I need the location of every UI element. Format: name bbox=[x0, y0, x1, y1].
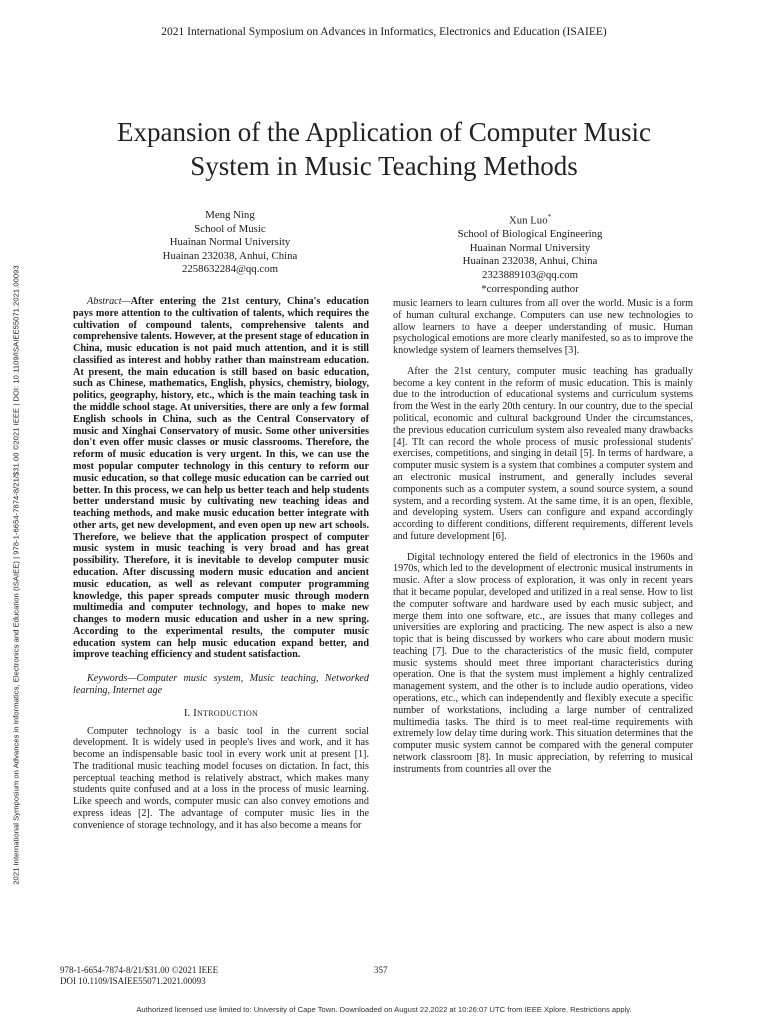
corresponding-note: *corresponding author bbox=[481, 282, 579, 295]
paper-title bbox=[60, 115, 708, 183]
keywords bbox=[73, 673, 369, 697]
continued-paragraph: music learners to learn cultures from all over the world. Music is a form of human cultural exchange. Computers can use new technologies to allow learners to have a deeper understanding of music. Human psychological emotions are more clearly manifested, so as to improve the knowledge system of learners themselves [3]. bbox=[393, 298, 693, 357]
author-address: Huainan 232038, Anhui, China bbox=[462, 255, 598, 268]
abstract bbox=[73, 296, 369, 661]
left-column bbox=[73, 296, 369, 832]
abstract-body: After entering the 21st century, China's education pays more attention to the cultivation of talents, which requires the cultivation of compound talents, comprehensive talents and comprehensive talents. However, at the present stage of education in China, music education is not paid much attention, and it is still classified as interest and hobby rather than mainstream education. At present, the main education is still based on basic education, such as Chinese, mathematics, English, physics, chemistry, biology, politics, geography, history, etc., which is the main teaching task in the middle school stage. At universities, there are only a few formal English schools in China, such as the Central Conservatory of music and Xinghai Conservatory of music. Some other universities don't even offer music classes or music classrooms. Therefore, the reform of music education is very urgent. In this, we can use the most popular computer technology in this century to reform our music education, so that college music education can be carried out better. In this process, we can help us better teach and help students better understand music by cultivating new teaching ideas and teaching methods, and make music education better integrate with other arts, get new development, and even open up new art schools. Therefore, we believe that the application prospect of computer music system in music teaching is very broad and has great possibility. Therefore, it is inevitable to develop computer music education. After discussing modern music education and ancient music education, as well as relevant computer programming knowledge, this paper spreads computer music through modern multimedia and computer technology, and hopes to make new changes to modern music education and usher in a new spring. According to the experimental results, the computer music education system can help music education expand better, and improve teaching efficiency and student satisfaction. bbox=[73, 296, 369, 661]
abstract-lead: Abstract— bbox=[87, 296, 131, 307]
section-title: Introduction bbox=[193, 706, 259, 719]
keywords-lead: Keywords— bbox=[87, 673, 137, 685]
author-univ: Huainan Normal University bbox=[469, 241, 591, 254]
authorized-use-notice: Authorized licensed use limited to: University of Cape Town. Downloaded on August 22,2022 at 10:26:07 UTC from IEEE Xplore. Restrictions apply. bbox=[136, 1005, 632, 1014]
section-number: I. bbox=[183, 706, 191, 719]
paragraph-3: Digital technology entered the field of electronics in the 1960s and 1970s, which led to the development of electronic musical instruments in music. After a slow process of exploration, it was only in recent years that it became popular, developed and utilized in a real sense. How to list the computer software and hardware used by each music subject, and merge them into one software, etc., are issues that many colleges and universities are exploring and practicing. The new aspect is also a new topic that is being discussed by workers who care about modern music teaching [7]. Due to the characteristics of the music field, computer music systems should meet three important characteristics during operation. One is that the system must implement a highly centralized management system, and the other is to include audio operations, video operations, etc., which can independently and flexibly execute a specific number of workstations, including a large number of centralized multimedia tasks. The third is to meet real-time requirements with extremely low delay time during work. This situation determines that the computer music system cannot be compared with the general computer network classroom [8]. In music appreciation, by referring to musical instruments from countries all over the bbox=[393, 551, 693, 775]
author-name-line bbox=[400, 211, 660, 228]
footer-copyright bbox=[60, 965, 218, 987]
right-column bbox=[393, 298, 693, 775]
title-line-1: Expansion of the Application of Computer Music bbox=[117, 117, 651, 147]
section-heading bbox=[73, 708, 369, 720]
author-name: Meng Ning bbox=[205, 209, 255, 221]
intro-paragraph-1: Computer technology is a basic tool in the current social development. It is widely used in people's lives and work, and it has become an indispensable basic tool in every work unit at present [1]. The traditional music teaching model focuses on dictation. In fact, this perceptual teaching method is relatively abstract, which makes many students quite confused and at a loss in the process of music learning. Like speech and words, computer music can also convey emotions and express ideas [2]. The advantage of computer music lies in the convenience of storage technology, and it has also become a means for bbox=[73, 725, 369, 831]
footer-isbn: 978-1-6654-7874-8/21/$31.00 ©2021 IEEE bbox=[60, 965, 219, 975]
sidebar-citation: 2021 International Symposium on Advances in Informatics, Electronics and Education (ISAIEE) | 978-1-6654-7874-8/21/$31.00 ©2021 IEEE | DOI: 10.1109/ISAIEE55071.2021.00093 bbox=[11, 265, 21, 885]
page-number: 357 bbox=[374, 965, 388, 975]
author-dept: School of Biological Engineering bbox=[457, 228, 603, 241]
author-univ: Huainan Normal University bbox=[169, 236, 291, 249]
paragraph-2: After the 21st century, computer music teaching has gradually become a key content in the reform of music education. This is mainly due to the introduction of educational systems and curriculum systems from the West in the early 20th century. In our country, due to the special political, economic and cultural background Under the circumstances, the previous education curriculum system also revealed many drawbacks [4]. TIt can record the whole process of music professional students' exercises, competitions, and singing in detail [5]. In terms of hardware, a computer music system is a system that combines a computer system and an electronic musical instrument, and generally includes several components such as a computer system, a sound source system, a sound system, and a recording system. At the same time, it is an open, flexible, and developing system. Users can configure and expand accordingly according to different conditions, different requirements, different levels and future development [6]. bbox=[393, 365, 693, 542]
author-dept: School of Music bbox=[194, 222, 266, 235]
author-block-1 bbox=[100, 209, 360, 277]
conference-header: 2021 International Symposium on Advances in Informatics, Electronics and Education (ISAIEE) bbox=[161, 26, 607, 38]
ieee-sidebar bbox=[8, 185, 24, 965]
author-block-2 bbox=[400, 211, 660, 296]
author-address: Huainan 232038, Anhui, China bbox=[162, 249, 298, 262]
title-line-2: System in Music Teaching Methods bbox=[190, 151, 578, 181]
author-email: 2323889103@qq.com bbox=[481, 268, 578, 281]
keywords-body: Computer music system, Music teaching, Networked learning, Internet age bbox=[73, 673, 369, 696]
author-name: Xun Luo bbox=[508, 214, 548, 227]
corresponding-mark: * bbox=[547, 213, 552, 221]
footer-doi: DOI 10.1109/ISAIEE55071.2021.00093 bbox=[60, 976, 206, 986]
author-email: 2258632284@qq.com bbox=[181, 263, 278, 276]
